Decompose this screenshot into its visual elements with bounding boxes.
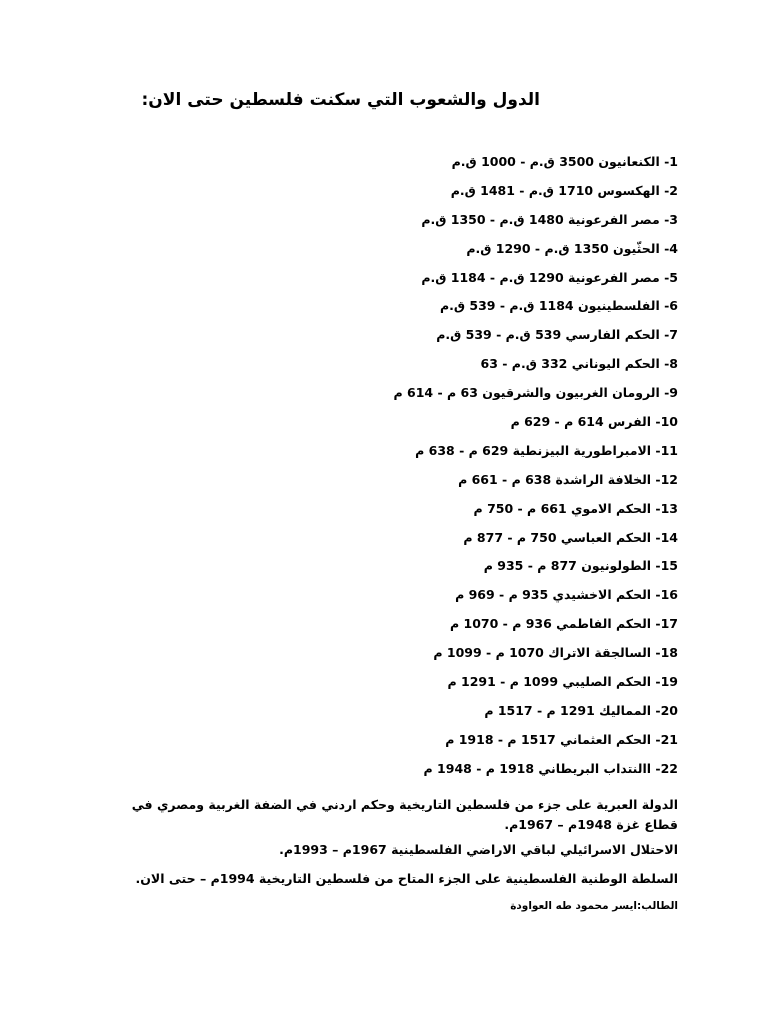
list-item: 17- الحكم الفاطمي 936 م - 1070 م	[450, 616, 678, 632]
list-item: 21- الحكم العثماني 1517 م - 1918 م	[445, 731, 678, 747]
paragraph-hebrew-state: الدولة العبرية على جزء من فلسطين التاريخية وحكم اردني في الضفة الغربية ومصري في قطاع غزة 1948م – 1967م.	[131, 797, 678, 832]
list-item: 10- الفرس 614 م - 629 م	[510, 414, 678, 430]
list-item: 12- الخلافة الراشدة 638 م - 661 م	[458, 471, 678, 487]
list-item: 16- الحكم الاخشيدي 935 م - 969 م	[455, 587, 678, 603]
document-title: الدول والشعوب التي سكنت فلسطين حتى الان:	[141, 90, 540, 110]
list-item: 7- الحكم الفارسي 539 ق.م - 539 ق.م	[436, 327, 678, 343]
list-item: 4- الحثّيون 1350 ق.م - 1290 ق.م	[466, 240, 678, 256]
list-item: 8- الحكم اليوناني 332 ق.م - 63	[480, 356, 678, 372]
list-item: 2- الهكسوس 1710 ق.م - 1481 ق.م	[450, 182, 678, 198]
list-item: 18- السالجقة الاتراك 1070 م - 1099 م	[433, 645, 678, 661]
list-item: 13- الحكم الاموي 661 م - 750 م	[473, 500, 678, 516]
list-item: 15- الطولونيون 877 م - 935 م	[483, 558, 678, 574]
paragraph-occupation: الاحتلال الاسرائيلي لباقي الاراضي الفلسطينية 1967م – 1993م.	[279, 842, 678, 857]
list-item: 1- الكنعانيون 3500 ق.م - 1000 ق.م	[451, 154, 678, 169]
list-item: 20- المماليك 1291 م - 1517 م	[484, 702, 678, 718]
paragraph-authority: السلطة الوطنية الفلسطينية على الجزء المتاح من فلسطين التاريخية 1994م – حتى الان.	[135, 871, 678, 886]
periods-list	[118, 152, 678, 788]
list-item: 9- الرومان الغربيون والشرقيون 63 م - 614 م	[393, 385, 678, 401]
list-item: 5- مصر الفرعونية 1290 ق.م - 1184 ق.م	[421, 269, 678, 285]
list-item: 22- االنتداب البريطاني 1918 م - 1948 م	[423, 760, 678, 776]
list-item: 19- الحكم الصليبي 1099 م - 1291 م	[447, 674, 678, 690]
list-item: 14- الحكم العباسي 750 م - 877 م	[463, 529, 678, 545]
list-item: 11- الامبراطورية البيزنطية 629 م - 638 م	[415, 442, 678, 458]
student-signature: الطالب:ايسر محمود طه العواودة	[510, 900, 678, 912]
list-item: 6- الفلسطينيون 1184 ق.م - 539 ق.م	[439, 298, 678, 314]
list-item: 3- مصر الفرعونية 1480 ق.م - 1350 ق.م	[421, 211, 678, 227]
